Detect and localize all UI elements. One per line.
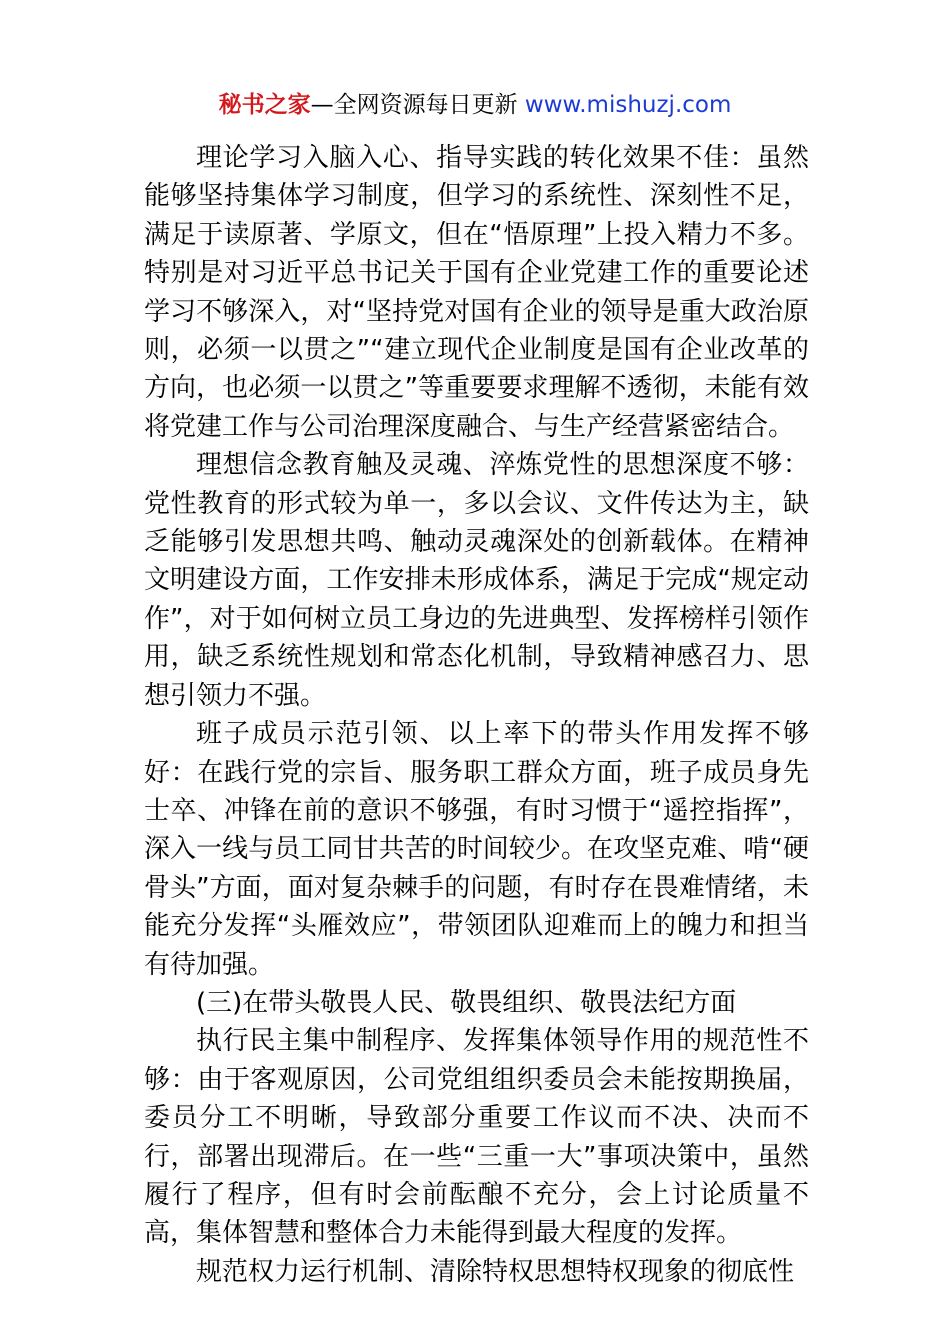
paragraph-democratic-centralism: 执行民主集中制程序、发挥集体领导作用的规范性不够：由于客观原因，公司党组组织委员会未能按期换届，委员分工不明晰，导致部分重要工作议而不决、决而不行，部署出现滞后。在一些“三重一大”事项决策中，虽然履行了程序，但有时会前酝酿不充分，会上讨论质量不高，集体智慧和整体合力未能得到最大程度的发挥。 [144, 1026, 809, 1249]
header-tagline: —全网资源每日更新 [310, 92, 525, 118]
paragraph-power-regulation: 规范权力运行机制、清除特权思想特权现象的彻底性 [196, 1256, 795, 1287]
paragraph-theory-study: 理论学习入脑入心、指导实践的转化效果不佳：虽然能够坚持集体学习制度，但学习的系统性、深刻性不足，满足于读原著、学原文，但在“悟原理”上投入精力不多。特别是对习近平总书记关于国有企业党建工作的重要论述学习不够深入，对“坚持党对国有企业的领导是重大政治原则，必须一以贯之”“建立现代企业制度是国有企业改革的方向，也必须一以贯之”等重要要求理解不透彻，未能有效将党建工作与公司治理深度融合、与生产经营紧密结合。 [144, 143, 809, 442]
paragraph-ideals-education: 理想信念教育触及灵魂、淬炼党性的思想深度不够：党性教育的形式较为单一，多以会议、文件传达为主，缺乏能够引发思想共鸣、触动灵魂深处的创新载体。在精神文明建设方面，工作安排未形成体系，满足于完成“规定动作”，对于如何树立员工身边的先进典型、发挥榜样引领作用，缺乏系统性规划和常态化机制，导致精神感召力、思想引领力不强。 [144, 450, 809, 711]
section-heading-3: (三)在带头敬畏人民、敬畏组织、敬畏法纪方面 [196, 987, 737, 1018]
brand-name: 秘书之家 [218, 92, 311, 118]
document-body [144, 139, 809, 1291]
paragraph-leadership-example: 班子成员示范引领、以上率下的带头作用发挥不够好：在践行党的宗旨、服务职工群众方面，班子成员身先士卒、冲锋在前的意识不够强，有时习惯于“遥控指挥”，深入一线与员工同甘共苦的时间较少。在攻坚克难、啃“硬骨头”方面，面对复杂棘手的问题，有时存在畏难情绪，未能充分发挥“头雁效应”，带领团队迎难而上的魄力和担当有待加强。 [144, 719, 809, 980]
site-url-link[interactable]: www.mishuzj.com [524, 92, 732, 118]
site-header [0, 90, 950, 120]
